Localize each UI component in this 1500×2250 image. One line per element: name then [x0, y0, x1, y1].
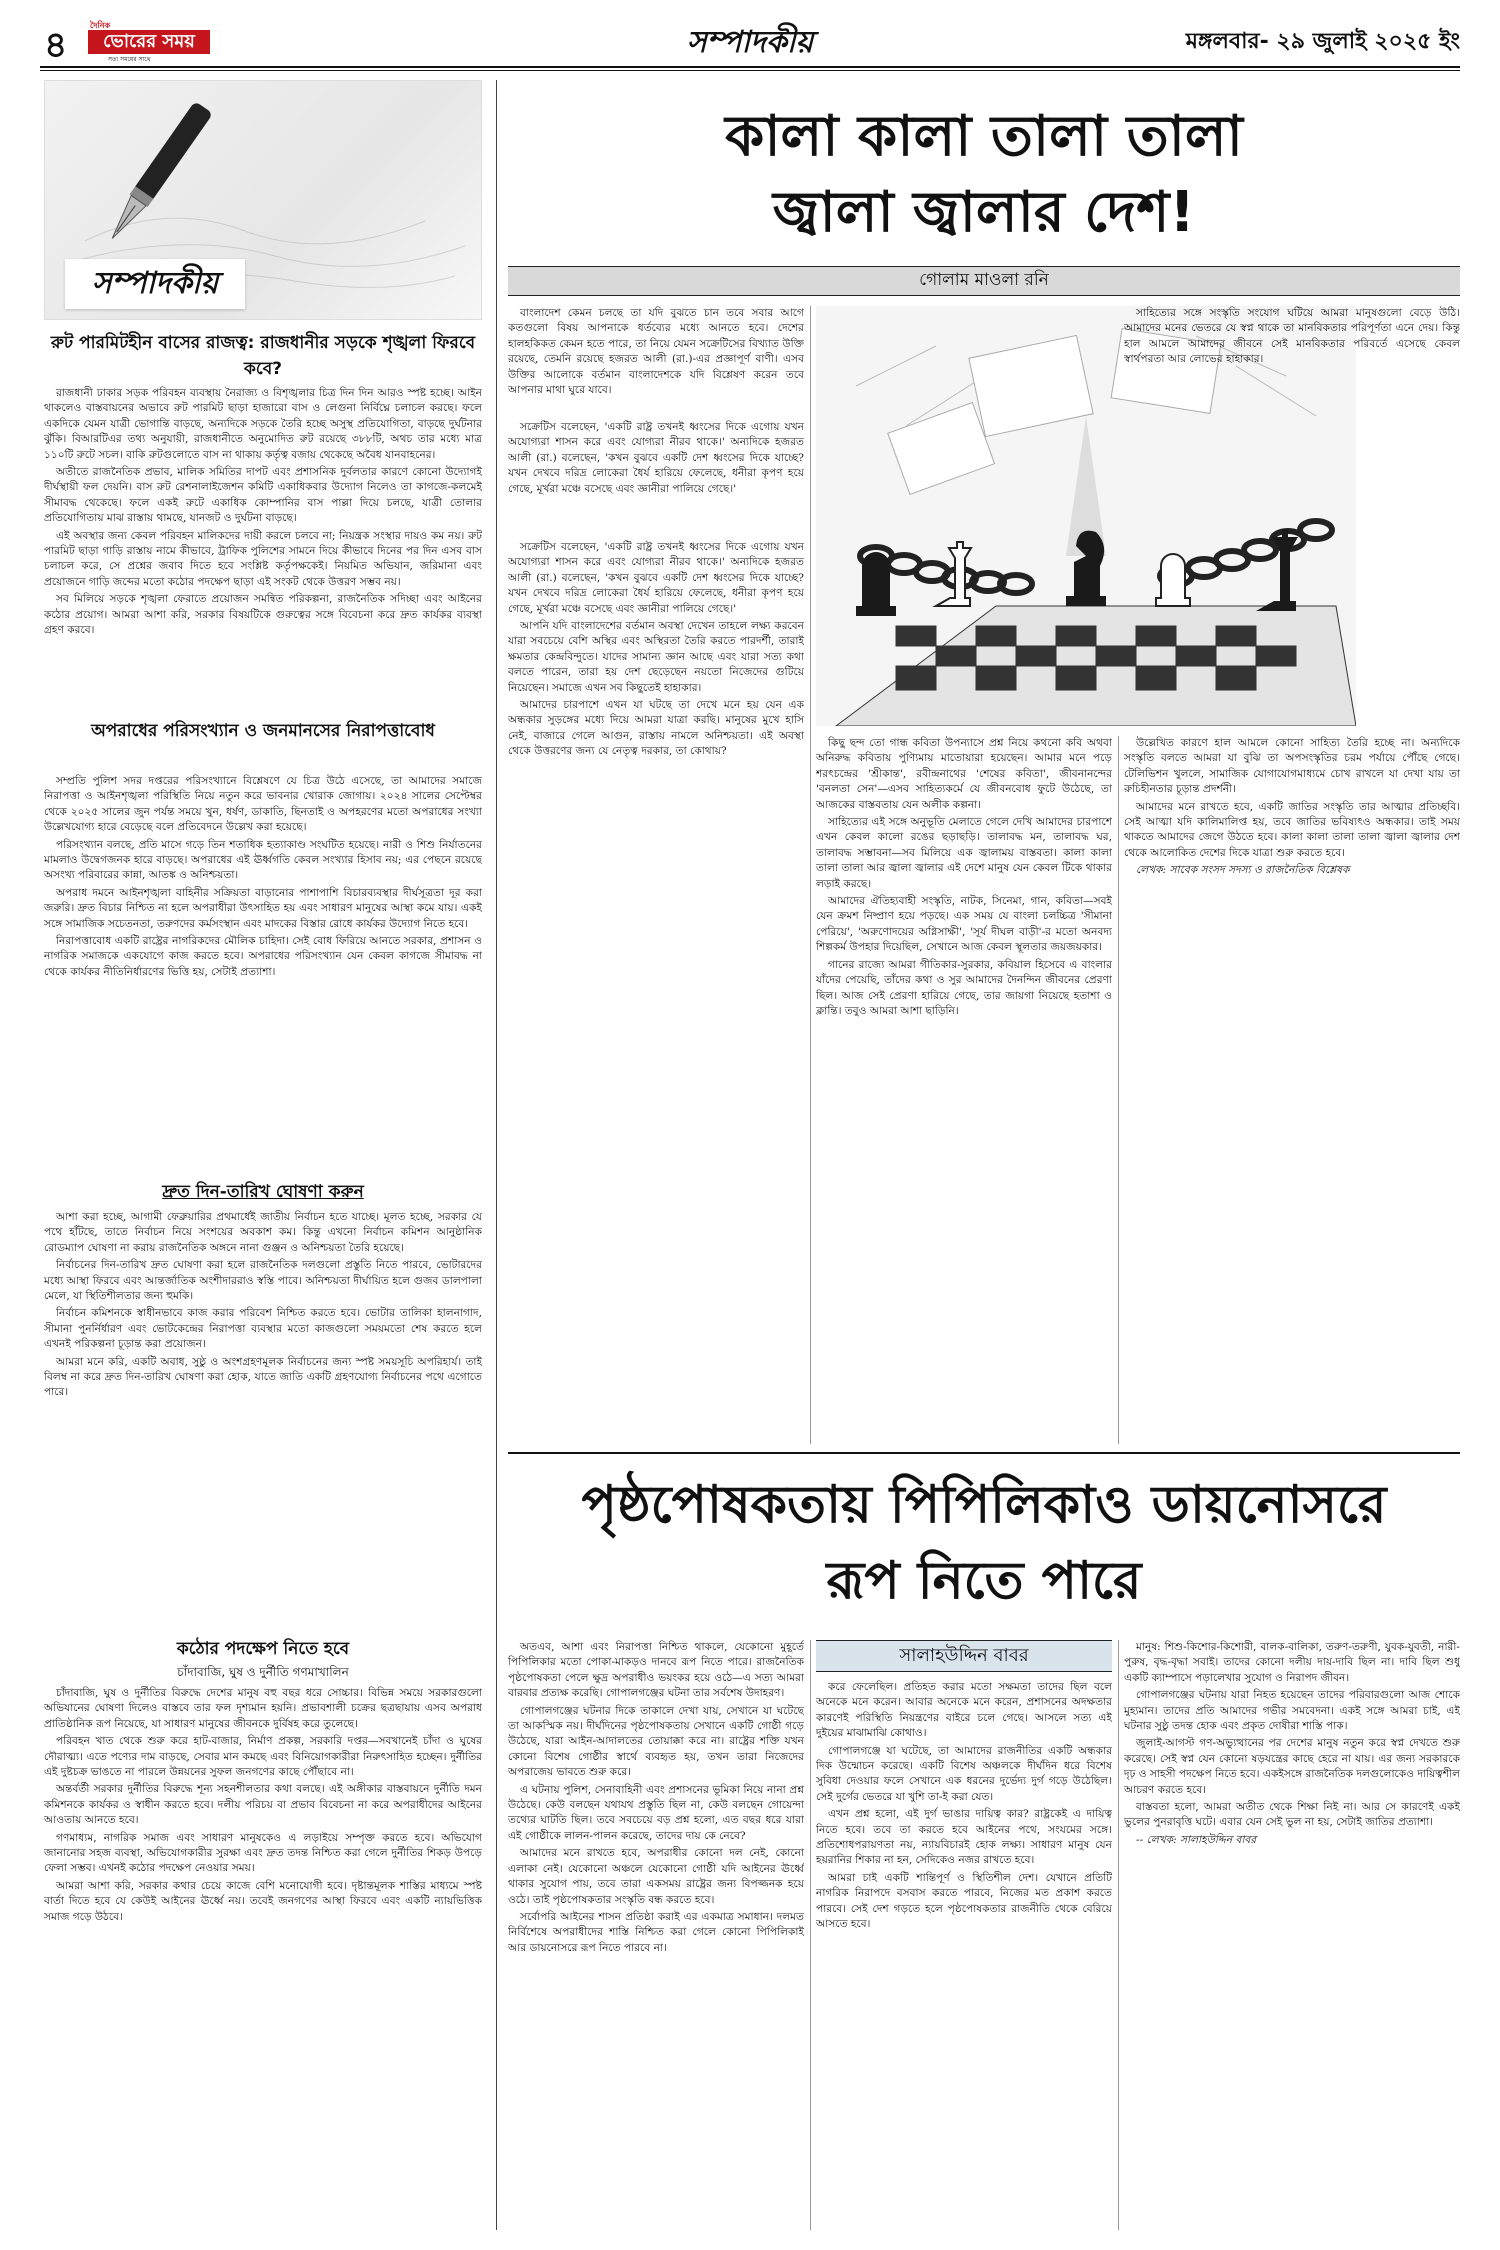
- article1-col2: [816, 736, 1112, 1444]
- paragraph: চাঁদাবাজি, ঘুষ ও দুর্নীতির বিরুদ্ধে দেশের মানুষ বহু বছর ধরে সোচ্চার। বিভিন্ন সময়ে সরকারগুলো অভিযানের ঘোষণা দিলেও বাস্তবে তার ফল দৃশ্যমান হয়নি। প্রভাবশালী চক্রের ছত্রছায়ায় এসব অপরাধ প্রাতিষ্ঠানিক রূপ নিয়েছে, যা সাধারণ মানুষের জীবনকে দুর্বিষহ করে তুলেছে।: [44, 1687, 482, 1730]
- article1-col1-cont: [508, 540, 804, 1444]
- paragraph: আমরা চাই একটি শান্তিপূর্ণ ও স্থিতিশীল দেশ। যেখানে প্রতিটি নাগরিক নিরাপদে বসবাস করতে পারবে, নিজের মত প্রকাশ করতে পারবে। সেই দেশ গড়তে হলে পৃষ্ঠপোষকতার রাজনীতি থেকে বেরিয়ে আসতে হবে।: [816, 1871, 1112, 1931]
- paragraph: সক্রেটিস বলেছেন, 'একটি রাষ্ট্র তখনই ধ্বংসের দিকে এগোয় যখন অযোগ্যরা শাসন করে এবং যোগ্যরা নীরব থাকে।' অন্যদিকে হজরত আলী (রা.) বলেছেন, 'কখন বুঝবে একটি দেশ ধ্বংসের দিকে যাচ্ছে? যখন দেখবে দরিদ্র লোকেরা ধৈর্য হারিয়ে ফেলেছে, ধনীরা কৃপণ হয়ে গেছে, মূর্খরা মঞ্চে বসেছে এবং জ্ঞানীরা পালিয়ে গেছে।': [508, 421, 804, 495]
- issue-date: মঙ্গলবার- ২৯ জুলাই ২০২৫ ইং: [1185, 29, 1460, 54]
- editorial-banner: [44, 80, 482, 320]
- paragraph: সর্বোপরি আইনের শাসন প্রতিষ্ঠা করাই এর একমাত্র সমাধান। দলমত নির্বিশেষে অপরাধীদের শাস্তি নিশ্চিত করা গেলে কোনো পিপিলিকাই আর ডায়নোসরে রূপ নিতে পারবে না।: [508, 1910, 804, 1954]
- editorial2-title: অপরাধের পরিসংখ্যান ও জনমানসের নিরাপত্তাবোধ: [91, 721, 435, 741]
- masthead-rule-thin: [40, 70, 1460, 71]
- paragraph: সাহিত্যের এই সঙ্গে অনুভূতি মেলাতে গেলে দেখি আমাদের চারপাশে এখন কেবল কালো রঙের ছড়াছড়ি। তালাবদ্ধ মন, তালাবদ্ধ ঘর, তালাবদ্ধ সম্ভাবনা—সব মিলিয়ে এক জ্বালাময় বাস্তবতা। কালা কালা তালা তালা আর জ্বালা জ্বালার এই দেশে মানুষ যেন কেবল টিকে থাকার লড়াই করছে।: [816, 816, 1112, 890]
- editorial3-title-text: দ্রুত দিন-তারিখ ঘোষণা করুন: [162, 1182, 364, 1202]
- editorial4-body: [44, 1686, 482, 2226]
- editorial1-title: রুট পারমিটহীন বাসের রাজত্ব: রাজধানীর সড়কে শৃঙ্খলা ফিরবে কবে?: [50, 333, 476, 379]
- paragraph: আমাদের মনে রাখতে হবে, অপরাধীর কোনো দল নেই, কোনো এলাকা নেই। যেকোনো অঞ্চলে যেকোনো গোষ্ঠী যদি আইনের ঊর্ধ্বে থাকার সুযোগ পায়, তবে তারা একসময় রাষ্ট্রের জন্য বিপজ্জনক হয়ে ওঠে। তাই পৃষ্ঠপোষকতার সংস্কৃতি বন্ধ করতে হবে।: [508, 1847, 804, 1906]
- editorial3-title: [44, 1178, 482, 1208]
- paragraph: গোপালগঞ্জের ঘটনার দিকে তাকালে দেখা যায়, সেখানে যা ঘটেছে তা আকস্মিক নয়। দীর্ঘদিনের পৃষ্ঠপোষকতায় সেখানে একটি গোষ্ঠী গড়ে উঠেছে, যারা আইন-আদালতের তোয়াক্কা করে না। রাষ্ট্রের শক্তি যখন কোনো বিশেষ গোষ্ঠীর স্বার্থে ব্যবহৃত হয়, তখন তারা নিজেদের অপরাজেয় ভাবতে শুরু করে।: [508, 1704, 804, 1779]
- paragraph: আমাদের চারপাশে এখন যা ঘটছে তা দেখে মনে হয় যেন এক অন্ধকার সুড়ঙ্গের মধ্যে দিয়ে আমরা যাত্রা করছি। মানুষের মুখে হাসি নেই, বাজারে গেলে আগুন, রাস্তায় নামলে অনিশ্চয়তা। এই অবস্থা থেকে উত্তরণের জন্য যে নেতৃত্ব দরকার, তা কোথায়?: [508, 699, 804, 758]
- paragraph: গোপালগঞ্জের ঘটনায় যারা নিহত হয়েছেন তাদের পরিবারগুলো আজ শোকে মুহ্যমান। তাদের প্রতি আমাদের গভীর সমবেদনা। একই সঙ্গে আমরা চাই, এই ঘটনার সুষ্ঠু তদন্ত হোক এবং প্রকৃত দোষীরা শাস্তি পাক।: [1124, 1689, 1460, 1733]
- article1-col1-top-cont: [508, 420, 804, 538]
- author-note: লেখক: সাবেক সংসদ সদস্য ও রাজনৈতিক বিশ্লেষক: [1136, 864, 1350, 877]
- logo-small-text: দৈনিক: [90, 21, 111, 30]
- paragraph: আমরা আশা করি, সরকার কথার চেয়ে কাজে বেশি মনোযোগী হবে। দৃষ্টান্তমূলক শাস্তির মাধ্যমে স্পষ্ট বার্তা দিতে হবে যে কেউই আইনের ঊর্ধ্বে নয়। তবেই জনগণের আস্থা ফিরবে এবং একটি ন্যায়ভিত্তিক সমাজ গড়ে উঠবে।: [44, 1879, 482, 1923]
- editorial2-body: [44, 774, 482, 1170]
- paragraph: অন্তর্বর্তী সরকার দুর্নীতির বিরুদ্ধে শূন্য সহনশীলতার কথা বলছে। এই অঙ্গীকার বাস্তবায়নে দুর্নীতি দমন কমিশনকে কার্যকর ও স্বাধীন করতে হবে। দলীয় পরিচয় বা প্রভাব বিবেচনা না করে অপরাধীদের আইনের আওতায় আনতে হবে।: [44, 1783, 482, 1827]
- editorial3-body: [44, 1210, 482, 1628]
- paragraph: নির্বাচন কমিশনকে স্বাধীনভাবে কাজ করার পরিবেশ নিশ্চিত করতে হবে। ভোটার তালিকা হালনাগাদ, সীমানা পুনর্নির্ধারণ এবং ভোটকেন্দ্রের নিরাপত্তা ব্যবস্থার মতো কাজগুলো সময়মতো শেষ করতে হলে এখনই পরিকল্পনা চূড়ান্ত করা প্রয়োজন।: [44, 1307, 482, 1351]
- logo-tagline: সত্য সময়ের সাথে: [108, 56, 151, 63]
- paragraph: এ ঘটনায় পুলিশ, সেনাবাহিনী এবং প্রশাসনের ভূমিকা নিয়ে নানা প্রশ্ন উঠেছে। কেউ বলছেন যথাযথ প্রস্তুতি ছিল না, কেউ বলছেন গোয়েন্দা তথ্যের ঘাটতি ছিল। তবে সবচেয়ে বড় প্রশ্ন হলো, এত বছর ধরে যারা এই গোষ্ঠীকে লালন-পালন করেছে, তাদের দায় কে নেবে?: [508, 1783, 804, 1842]
- paragraph: এখন প্রশ্ন হলো, এই দুর্গ ভাঙার দায়িত্ব কার? রাষ্ট্রকেই এ দায়িত্ব নিতে হবে। তবে তা করতে হবে আইনের পথে, সংযমের সঙ্গে। প্রতিশোধপরায়ণতা নয়, ন্যায়বিচারই হোক লক্ষ্য। সাধারণ মানুষ যেন হয়রানির শিকার না হন, সেদিকেও নজর রাখতে হবে।: [816, 1808, 1112, 1867]
- editorial1-body: [44, 386, 482, 712]
- paragraph: গানের রাজ্যে আমরা গীতিকার-সুরকার, কবিয়াল হিসেবে এ বাংলার যাঁদের পেয়েছি, তাঁদের কথা ও সুর আমাদের দৈনন্দিন জীবনের প্রেরণা ছিল। আজ সেই প্রেরণা হারিয়ে গেছে, তার জায়গা নিয়েছে হতাশা ও ক্লান্তি। তবুও আমরা আশা ছাড়িনি।: [816, 958, 1112, 1017]
- page-number: ৪: [44, 25, 68, 66]
- column-divider: [1118, 1640, 1119, 2230]
- paragraph: পরিবহন খাত থেকে শুরু করে হাট-বাজার, নির্মাণ প্রকল্প, সরকারি দপ্তর—সবখানেই চাঁদা ও ঘুষের দৌরাত্ম্য। এতে পণ্যের দাম বাড়ছে, সেবার মান কমছে এবং বিনিয়োগকারীরা নিরুৎসাহিত হচ্ছেন। দুর্নীতির এই দুষ্টচক্র ভাঙতে না পারলে উন্নয়নের সুফল জনগণের কাছে পৌঁছাবে না।: [44, 1735, 482, 1779]
- column-divider: [1118, 736, 1119, 1444]
- article1-headline-line2: জ্বালা জ্বালার দেশ!: [773, 180, 1195, 245]
- newspaper-logo: [88, 20, 210, 62]
- paragraph: সম্প্রতি পুলিশ সদর দপ্তরের পরিসংখ্যানে বিশ্লেষণে যে চিত্র উঠে এসেছে, তা আমাদের সমাজে নিরাপত্তা ও আইনশৃঙ্খলা পরিস্থিতি নিয়ে নতুন করে ভাবনার খোরাক জোগায়। ২০২৪ সালের সেপ্টেম্বর থেকে ২০২৫ সালের জুন পর্যন্ত সময়ে খুন, ধর্ষণ, ডাকাতি, ছিনতাই ও অপহরণের মতো অপরাধের সংখ্যা উল্লেখযোগ্য হারে বেড়েছে বলে প্রতিবেদনে উল্লেখ করা হয়েছে।: [44, 775, 482, 834]
- paragraph: নিরাপত্তাবোধ একটি রাষ্ট্রের নাগরিকদের মৌলিক চাহিদা। সেই বোধ ফিরিয়ে আনতে সরকার, প্রশাসন ও নাগরিক সমাজকে একযোগে কাজ করতে হবে। অপরাধের পরিসংখ্যান যেন কেবল কাগজে সীমাবদ্ধ না থেকে কার্যকর নীতিনির্ধারণের ভিত্তি হয়, সেটাই প্রত্যাশা।: [44, 935, 482, 978]
- column-divider: [810, 1640, 811, 2230]
- article1-byline: গোলাম মাওলা রনি: [508, 266, 1460, 296]
- article2-headline-line1: পৃষ্ঠপোষকতায় পিপিলিকাও ডায়নোসরে: [581, 1475, 1387, 1535]
- paragraph: আমাদের মনে রাখতে হবে, একটি জাতির সংস্কৃতি তার আত্মার প্রতিচ্ছবি। সেই আত্মা যদি কালিমালিপ্ত হয়, তবে জাতির ভবিষ্যৎও অন্ধকার। তাই সময় থাকতে আমাদের জেগে উঠতে হবে। কালা কালা তালা তালা জ্বালা জ্বালার দেশ থেকে আলোকিত দেশের দিকে যাত্রা শুরু করতে হবে।: [1124, 800, 1460, 859]
- column-divider: [810, 306, 811, 1444]
- article2-headline-line2: রূপ নিতে পারে: [826, 1551, 1142, 1611]
- paragraph: সাহিত্যের সঙ্গে সংস্কৃতি সংযোগ ঘটিয়ে আমরা মানুষগুলো বেড়ে উঠি। আমাদের মনের ভেতরে যে স্বপ্ন থাকে তা মানবিকতার পরিপূর্ণতা এনে দেয়। কিন্তু হাল আমলে আমাদের জীবনে সেই মানবিকতার পরিবর্তে এসেছে কেবল স্বার্থপরতা আর লোভের হাহাকার।: [1124, 307, 1460, 366]
- paragraph: এই অবস্থার জন্য কেবল পরিবহন মালিকদের দায়ী করলে চলবে না; নিয়ন্ত্রক সংস্থার দায়ও কম নয়। রুট পারমিট ছাড়া গাড়ি রাস্তায় নামে কীভাবে, ট্রাফিক পুলিশের সামনে দিয়ে কীভাবে দিনের পর দিন এসব বাস চলাচল করে, সে প্রশ্নের জবাব দিতে হবে সংশ্লিষ্ট কর্তৃপক্ষকেই। নিয়মিত অভিযান, জরিমানা এবং প্রয়োজনে গাড়ি জব্দের মতো কঠোর পদক্ষেপ ছাড়া এই সংকট থেকে উত্তরণ সম্ভব নয়।: [44, 529, 482, 588]
- section-title: সম্পাদকীয়: [686, 25, 814, 60]
- paragraph: রাজধানী ঢাকার সড়ক পরিবহন ব্যবস্থায় নৈরাজ্য ও বিশৃঙ্খলার চিত্র দিন দিন আরও স্পষ্ট হচ্ছে। আইন থাকলেও বাস্তবায়নের অভাবে রুট পারমিট ছাড়া হাজারো বাস ও লেগুনা নির্বিঘ্নে চলাচল করছে। ফলে একদিকে যেমন যাত্রী ভোগান্তি বাড়ছে, অন্যদিকে সড়কে তৈরি হচ্ছে অসুস্থ প্রতিযোগিতা, বাড়ছে দুর্ঘটনার ঝুঁকি। বিআরটিএর তথ্য অনুযায়ী, রাজধানীতে অনুমোদিত রুট রয়েছে ৩৮৮টি, অথচ তার মধ্যে মাত্র ১১০টি রুটে সচল। বাকি রুটগুলোতে বাস না থাকায় কর্তৃত্ব বজায় থেকেছে অবৈধ যানবাহনের।: [44, 387, 482, 461]
- article1-col3-cont: [1124, 736, 1460, 1444]
- paragraph: গোপালগঞ্জে যা ঘটেছে, তা আমাদের রাজনীতির একটি অন্ধকার দিক উন্মোচন করেছে। একটি বিশেষ অঞ্চলকে দীর্ঘদিন ধরে বিশেষ সুবিধা দেওয়ার ফলে সেখানে এক ধরনের দুর্ভেদ্য দুর্গ গড়ে উঠেছিল। সেই দুর্গের ভেতরে যা খুশি তা-ই করা যেত।: [816, 1744, 1112, 1803]
- article2-byline: সালাহউদ্দিন বাবর: [816, 1640, 1112, 1672]
- paragraph: পরিসংখ্যান বলছে, প্রতি মাসে গড়ে তিন শতাধিক হত্যাকাণ্ড সংঘটিত হয়েছে। নারী ও শিশু নির্যাতনের মামলাও উদ্বেগজনক হারে বাড়ছে। অপরাধের এই ঊর্ধ্বগতি কেবল সংখ্যার হিসাব নয়; এর পেছনে রয়েছে অসংখ্য পরিবারের কান্না, আতঙ্ক ও অনিশ্চয়তা।: [44, 838, 482, 882]
- paragraph: অতীতে রাজনৈতিক প্রভাব, মালিক সমিতির দাপট এবং প্রশাসনিক দুর্বলতার কারণে কোনো উদ্যোগই দীর্ঘস্থায়ী ফল দেয়নি। বাস রুট রেশনালাইজেশন কমিটি একাধিকবার উদ্যোগ নিলেও তা কাগজে-কলমেই সীমাবদ্ধ থেকেছে। ফলে একই রুটে একাধিক কোম্পানির বাস পাল্লা দিয়ে চলছে, যাত্রী তোলার প্রতিযোগিতায় মাঝ রাস্তায় থামছে, যানজট ও দুর্ঘটনা বাড়ছে।: [44, 466, 482, 525]
- paragraph: বাংলাদেশ কেমন চলছে তা যদি বুঝতে চান তবে সবার আগে কতগুলো বিষয় আপনাকে ধর্তব্যের মধ্যে আনতে হবে। দেশের হালহকিকত কেমন হতে পারে, তা নিয়ে যেমন সক্রেটিসের বিখ্যাত উক্তি রয়েছে, তেমনি রয়েছে হজরত আলী (রা.)-এর প্রজ্ঞাপূর্ণ বাণী। এসব উক্তির আলোকে বর্তমান বাংলাদেশকে যদি বিশ্লেষণ করেন তবে আপনার মাথা ঘুরে যাবে।: [508, 307, 804, 397]
- paragraph: কিছু ছন্দ তো গান্ধ কবিতা উপন্যাসে প্রশ্ন নিয়ে কথনো কবি অথবা অনিরুদ্ধ কবিতায় পুণ্যিমায় মাতোয়ারা হয়েছেন। আমার মনে পড়ে শরৎচন্দ্রের 'শ্রীকান্ত', রবীন্দ্রনাথের 'শেষের কবিতা', জীবনানন্দের 'বনলতা সেন'—এসব সাহিত্যকর্মে যে জীবনবোধ ফুটে উঠেছে, তা আজকের বাস্তবতায় যেন অলীক কল্পনা।: [816, 737, 1112, 811]
- article-separator: [508, 1452, 1460, 1454]
- paragraph: আমরা মনে করি, একটি অবাধ, সুষ্ঠু ও অংশগ্রহণমূলক নির্বাচনের জন্য স্পষ্ট সময়সূচি অপরিহার্য। তাই বিলম্ব না করে দ্রুত দিন-তারিখ ঘোষণা করা হোক, যাতে জাতি একটি গ্রহণযোগ্য নির্বাচনের পথে এগোতে পারে।: [44, 1355, 482, 1399]
- masthead-rule: [40, 66, 1460, 68]
- article1-headline-line1: কালা কালা তালা তালা: [725, 104, 1243, 169]
- paragraph: নির্বাচনের দিন-তারিখ দ্রুত ঘোষণা করা হলে রাজনৈতিক দলগুলো প্রস্তুতি নিতে পারবে, ভোটারদের মধ্যে আস্থা ফিরবে এবং আন্তর্জাতিক অংশীদাররাও স্বস্তি পাবে। অনিশ্চয়তা দীর্ঘায়িত হলে গুজব ডালপালা মেলে, যা স্থিতিশীলতার জন্য হুমকি।: [44, 1259, 482, 1303]
- article2-col3: [1124, 1640, 1460, 2230]
- editorial-banner-label: সম্পাদকীয়: [65, 259, 245, 309]
- editorial4-subtitle: চাঁদাবাজি, ঘুষ ও দুর্নীতি গণমাখালিন: [177, 1665, 349, 1679]
- paragraph: বাস্তবতা হলো, আমরা অতীত থেকে শিক্ষা নিই না। আর সে কারণেই একই ভুলের পুনরাবৃত্তি ঘটে। এবার যেন সেই ভুল না হয়, সেটাই জাতির প্রত্যাশা।: [1124, 1801, 1460, 1829]
- paragraph: জুলাই-আগস্ট গণ-অভ্যুত্থানের পর দেশের মানুষ নতুন করে স্বপ্ন দেখতে শুরু করেছে। সেই স্বপ্ন যেন কোনো ষড়যন্ত্রের কাছে হেরে না যায়। এর জন্য সরকারকে দৃঢ় ও সাহসী পদক্ষেপ নিতে হবে। একইসঙ্গে রাজনৈতিক দলগুলোকেও দায়িত্বশীল আচরণ করতে হবে।: [1124, 1737, 1460, 1796]
- paragraph: আমাদের ঐতিহ্যবাহী সংস্কৃতি, নাটক, সিনেমা, গান, কবিতা—সবই যেন ক্রমশ নিষ্প্রাণ হয়ে পড়ছে। এক সময় যে বাংলা চলচ্চিত্র 'সীমানা পেরিয়ে', 'অরুণোদয়ের অগ্নিসাক্ষী', 'সূর্য দীঘল বাড়ী'-র মতো অনবদ্য শিল্পকর্ম উপহার দিয়েছিল, সেখানে আজ কেবল স্থূলতার জয়জয়কার।: [816, 895, 1112, 954]
- author-note: -- লেখক: সালাহউদ্দিন বাবর: [1136, 1833, 1257, 1846]
- paragraph: অপরাধ দমনে আইনশৃঙ্খলা বাহিনীর সক্রিয়তা বাড়ানোর পাশাপাশি বিচারব্যবস্থার দীর্ঘসূত্রতা দূর করা জরুরি। দ্রুত বিচার নিশ্চিত না হলে অপরাধীরা উৎসাহিত হয় এবং সাধারণ মানুষের আস্থা কমে যায়। একই সঙ্গে সামাজিক সচেতনতা, তরুণদের কর্মসংস্থান এবং মাদকের বিস্তার রোধে কার্যকর উদ্যোগ নিতে হবে।: [44, 886, 482, 930]
- paragraph: আশা করা হচ্ছে, আগামী ফেব্রুয়ারির প্রথমার্ধেই জাতীয় নির্বাচন হতে যাচ্ছে। মূলত হচ্ছে, সরকার যে পথে হাঁটছে, তাতে নির্বাচন নিয়ে সংশয়ের অবকাশ কম। কিন্তু এখনো নির্বাচন কমিশন আনুষ্ঠানিক রোডম্যাপ ঘোষণা না করায় রাজনৈতিক অঙ্গনে নানা গুঞ্জন ও অনিশ্চয়তা তৈরি হয়েছে।: [44, 1211, 482, 1254]
- column-divider: [496, 80, 497, 2230]
- paragraph: গণমাধ্যম, নাগরিক সমাজ এবং সাধারণ মানুষকেও এ লড়াইয়ে সম্পৃক্ত করতে হবে। অভিযোগ জানানোর সহজ ব্যবস্থা, অভিযোগকারীর সুরক্ষা এবং দ্রুত তদন্ত নিশ্চিত করা গেলে দুর্নীতির শিকড় উপড়ে ফেলা সম্ভব। এখনই কঠোর পদক্ষেপ নেওয়ার সময়।: [44, 1831, 482, 1875]
- paragraph: আপনি যদি বাংলাদেশের বর্তমান অবস্থা দেখেন তাহলে লক্ষ্য করবেন যারা সবচেয়ে বেশি অস্থির এবং অস্থিরতা তৈরি করতে পারদর্শী, তারাই ক্ষমতার কেন্দ্রবিন্দুতে। যাদের সামান্য জ্ঞান আছে এবং যারা সত্য কথা বলতে পারেন, তারা হয় দেশ ছেড়েছেন নয়তো নিজেদের গুটিয়ে নিয়েছেন। সমাজে এখন সব কিছুতেই হাহাকার।: [508, 620, 804, 694]
- paragraph: সব মিলিয়ে সড়কে শৃঙ্খলা ফেরাতে প্রয়োজন সমন্বিত পরিকল্পনা, রাজনৈতিক সদিচ্ছা এবং আইনের কঠোর প্রয়োগ। আমরা আশা করি, সরকার বিষয়টিকে গুরুত্বের সঙ্গে বিবেচনা করে দ্রুত কার্যকর ব্যবস্থা গ্রহণ করবে।: [44, 593, 482, 637]
- paragraph: উল্লেখিত কারণে হাল আমলে কোনো সাহিত্য তৈরি হচ্ছে না। অন্যদিকে সংস্কৃতি বলতে আমরা যা বুঝি তা অপসংস্কৃতির চরম পর্যায়ে পৌঁছে গেছে। টেলিভিশন খুললে, সামাজিক যোগাযোগমাধ্যমে চোখ রাখলে যা দেখা যায় তা রুচিহীনতার চূড়ান্ত প্রদর্শনী।: [1124, 737, 1460, 796]
- paragraph: সক্রেটিস বলেছেন, 'একটি রাষ্ট্র তখনই ধ্বংসের দিকে এগোয় যখন অযোগ্যরা শাসন করে এবং যোগ্যরা নীরব থাকে।' অন্যদিকে হজরত আলী (রা.) বলেছেন, 'কখন বুঝবে একটি দেশ ধ্বংসের দিকে যাচ্ছে? যখন দেখবে দরিদ্র লোকেরা ধৈর্য হারিয়ে ফেলেছে, ধনীরা কৃপণ হয়ে গেছে, মূর্খরা মঞ্চে বসেছে এবং জ্ঞানীরা পালিয়ে গেছে।': [508, 541, 804, 615]
- editorial4-title: কঠোর পদক্ষেপ নিতে হবে: [176, 1639, 350, 1659]
- paragraph: করে ফেলেছিল। প্রতিহত করার মতো সক্ষমতা তাদের ছিল বলে অনেকে মনে করেন। আবার অনেকে মনে করেন, প্রশাসনের অদক্ষতার কারণেই পরিস্থিতি নিয়ন্ত্রণের বাইরে চলে গেছে। আসলে সত্য এই দুইয়ের মাঝামাঝি কোথাও।: [816, 1681, 1112, 1740]
- article2-col1: [508, 1640, 804, 2230]
- article2-col2: [816, 1680, 1112, 2230]
- paragraph: অতএব, আশা এবং নিরাপত্তা নিশ্চিত থাকলে, যেকোনো মুহূর্তে পিপিলিকার মতো পোকা-মাকড়ও দানবে রূপ নিতে পারে। রাজনৈতিক পৃষ্ঠপোষকতা পেলে ক্ষুদ্র অপরাধীও ভয়ংকর হয়ে ওঠে—এ সত্য আমরা বারবার প্রত্যক্ষ করেছি। গোপালগঞ্জের ঘটনা তার সর্বশেষ উদাহরণ।: [508, 1641, 804, 1700]
- paragraph: মানুষ: শিশু-কিশোর-কিশোরী, বালক-বালিকা, তরুণ-তরুণী, যুবক-যুবতী, নারী-পুরুষ, বৃদ্ধ-বৃদ্ধা সবাই। তাদের কোনো দলীয় দায়-দাবি ছিল না। দাবি ছিল শুধু একটি ক্যাম্পাসে পড়ালেখার সুযোগ ও নিরাপদ জীবন।: [1124, 1641, 1460, 1684]
- logo-main-text: ভোরের সময়: [88, 30, 210, 54]
